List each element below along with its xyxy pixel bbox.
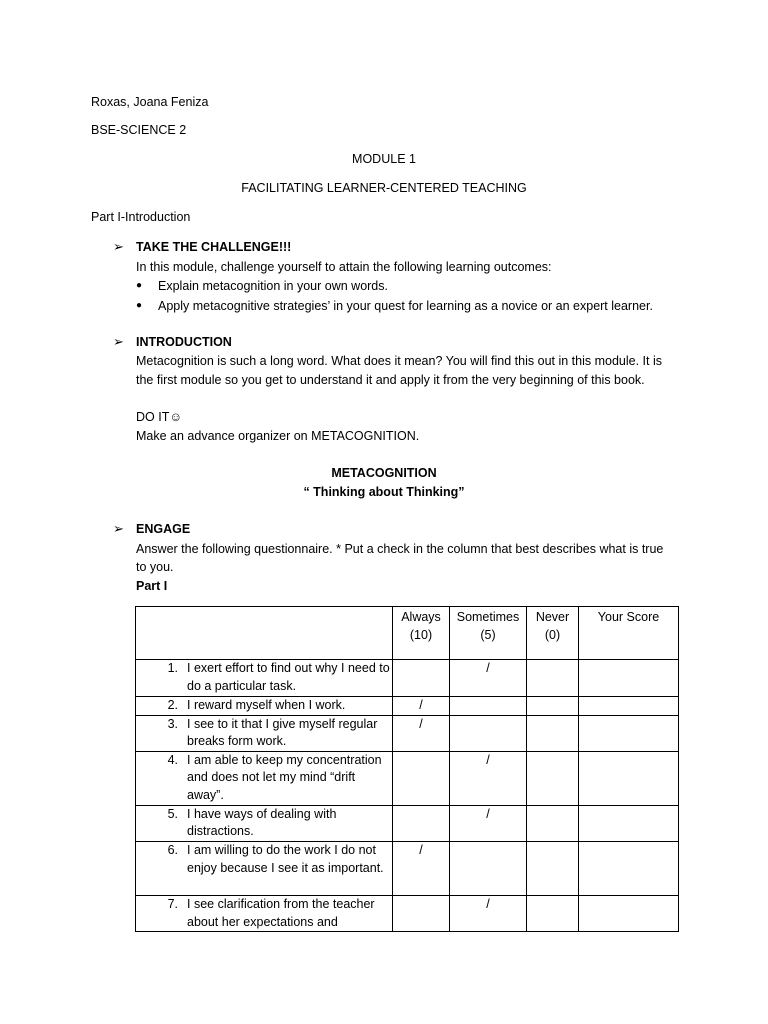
always-cell[interactable]: /: [393, 841, 450, 895]
arrow-bullet-icon: ➢: [113, 521, 124, 536]
course-label: BSE-SCIENCE 2: [91, 123, 187, 137]
statement-text: I exert effort to find out why I need to do a particular task.: [187, 661, 390, 693]
column-header-always: [393, 607, 450, 660]
table-row: [136, 841, 679, 895]
arrow-bullet-icon: ➢: [113, 334, 124, 349]
always-cell[interactable]: [393, 660, 450, 697]
statement-cell: [136, 841, 393, 895]
column-header-label: Sometimes: [456, 610, 520, 624]
never-cell[interactable]: [527, 697, 579, 716]
never-cell[interactable]: [527, 841, 579, 895]
statement-cell: [136, 895, 393, 931]
sometimes-cell[interactable]: /: [450, 895, 527, 931]
statement-text: I see clarification from the teacher about her expectations and: [187, 896, 375, 929]
statement-cell: [136, 805, 393, 841]
score-cell[interactable]: [579, 841, 679, 895]
table-row: [136, 697, 679, 716]
score-cell[interactable]: [579, 660, 679, 697]
statement-column-header: [136, 607, 393, 660]
outcome-item: Apply metacognitive strategies’ in your quest for learning as a novice or an expert learner.: [158, 299, 653, 313]
item-number: 3.: [167, 716, 178, 731]
item-number: 4.: [167, 752, 178, 767]
score-cell[interactable]: [579, 715, 679, 751]
organizer-subtitle: “ Thinking about Thinking”: [303, 485, 465, 499]
module-title: FACILITATING LEARNER-CENTERED TEACHING: [241, 181, 527, 195]
score-cell[interactable]: [579, 751, 679, 805]
score-cell[interactable]: [579, 697, 679, 716]
item-number: 7.: [167, 896, 178, 911]
introduction-text: Metacognition is such a long word. What does it mean? You will find this out in this module. It is: [136, 354, 662, 368]
engage-heading: ENGAGE: [136, 522, 191, 536]
item-number: 1.: [167, 661, 178, 675]
item-number: 6.: [167, 842, 178, 857]
sometimes-cell[interactable]: /: [450, 805, 527, 841]
statement-text: I reward myself when I work.: [187, 698, 346, 712]
arrow-bullet-icon: ➢: [113, 239, 124, 254]
part1-heading: Part I-Introduction: [91, 210, 191, 224]
engage-text: to you.: [136, 560, 174, 574]
column-header-label: Never: [535, 610, 570, 624]
column-header-never: [527, 607, 579, 660]
table-row: [136, 751, 679, 805]
statement-text: I see to it that I give myself regular breaks form work.: [187, 716, 378, 749]
never-cell[interactable]: [527, 805, 579, 841]
challenge-intro: In this module, challenge yourself to attain the following learning outcomes:: [136, 260, 552, 274]
table-row: [136, 715, 679, 751]
module-number: MODULE 1: [352, 152, 416, 166]
never-cell[interactable]: [527, 715, 579, 751]
column-header-sometimes: [450, 607, 527, 660]
outcome-item: Explain metacognition in your own words.: [158, 279, 388, 293]
table-row: [136, 895, 679, 931]
column-header-label: Your Score: [597, 610, 660, 624]
bullet-dot-icon: ●: [136, 300, 143, 311]
sometimes-cell[interactable]: /: [450, 660, 527, 697]
never-cell[interactable]: [527, 660, 579, 697]
always-cell[interactable]: [393, 895, 450, 931]
never-cell[interactable]: [527, 751, 579, 805]
score-cell[interactable]: [579, 895, 679, 931]
student-name: Roxas, Joana Feniza: [91, 95, 209, 109]
introduction-text: the first module so you get to understand it and apply it from the very beginning of this book.: [136, 373, 645, 387]
sometimes-cell[interactable]: [450, 841, 527, 895]
part-label: Part I: [136, 579, 168, 593]
challenge-heading: TAKE THE CHALLENGE!!!: [136, 240, 292, 254]
do-it-label: DO IT☺: [136, 410, 183, 424]
do-it-task: Make an advance organizer on METACOGNITION.: [136, 429, 420, 443]
sometimes-cell[interactable]: [450, 697, 527, 716]
table-row: [136, 805, 679, 841]
statement-cell: [136, 660, 393, 697]
column-header-points: (0): [544, 627, 561, 642]
column-header-score: [579, 607, 679, 660]
organizer-title: METACOGNITION: [331, 466, 437, 480]
score-cell[interactable]: [579, 805, 679, 841]
column-header-points: (5): [480, 627, 496, 642]
statement-cell: [136, 751, 393, 805]
table-header-row: [136, 607, 679, 660]
item-number: 5.: [167, 806, 178, 821]
always-cell[interactable]: [393, 751, 450, 805]
column-header-points: (10): [409, 627, 433, 642]
column-header-label: Always: [401, 610, 441, 624]
statement-text: I have ways of dealing with distractions.: [187, 806, 337, 839]
statement-cell: [136, 715, 393, 751]
statement-cell: [136, 697, 393, 716]
item-number: 2.: [167, 698, 178, 712]
always-cell[interactable]: [393, 805, 450, 841]
statement-text: I am willing to do the work I do not enjoy because I see it as important.: [187, 842, 384, 875]
bullet-dot-icon: ●: [136, 280, 143, 291]
engage-text: Answer the following questionnaire. * Put a check in the column that best describes what is true: [136, 542, 664, 556]
table-row: [136, 660, 679, 697]
questionnaire-table: [135, 606, 679, 932]
introduction-heading: INTRODUCTION: [136, 335, 232, 349]
never-cell[interactable]: [527, 895, 579, 931]
sometimes-cell[interactable]: /: [450, 751, 527, 805]
always-cell[interactable]: /: [393, 715, 450, 751]
statement-text: I am able to keep my concentration and does not let my mind “drift away”.: [187, 752, 382, 802]
always-cell[interactable]: /: [393, 697, 450, 716]
sometimes-cell[interactable]: [450, 715, 527, 751]
